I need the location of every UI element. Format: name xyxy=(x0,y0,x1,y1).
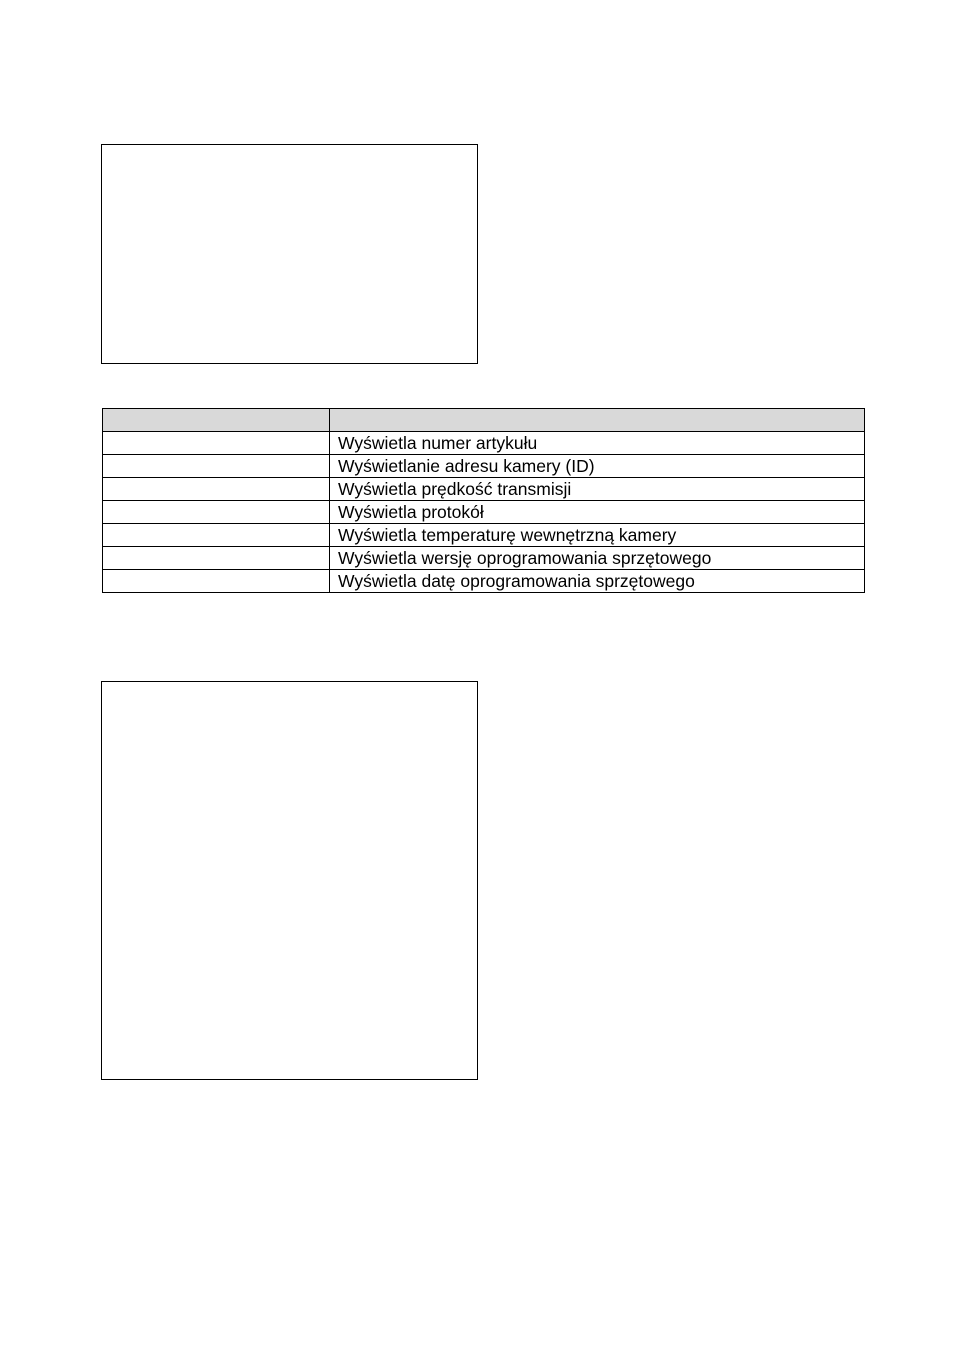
table-row xyxy=(103,547,865,570)
description-cell: Wyświetla wersję oprogramowania sprzętowego xyxy=(330,547,865,570)
table-row xyxy=(103,501,865,524)
item-cell xyxy=(103,570,330,593)
item-cell xyxy=(103,547,330,570)
table-row xyxy=(103,524,865,547)
item-cell xyxy=(103,478,330,501)
header-cell-description xyxy=(330,409,865,432)
item-cell xyxy=(103,501,330,524)
info-table xyxy=(102,408,865,593)
item-cell xyxy=(103,524,330,547)
table-header-row xyxy=(103,409,865,432)
description-cell: Wyświetla prędkość transmisji xyxy=(330,478,865,501)
description-cell: Wyświetla temperaturę wewnętrzną kamery xyxy=(330,524,865,547)
description-cell: Wyświetla protokół xyxy=(330,501,865,524)
item-cell xyxy=(103,455,330,478)
item-cell xyxy=(103,432,330,455)
osd-screen-box-top xyxy=(101,144,478,364)
header-cell-item xyxy=(103,409,330,432)
description-cell: Wyświetla datę oprogramowania sprzętowego xyxy=(330,570,865,593)
description-cell: Wyświetla numer artykułu xyxy=(330,432,865,455)
table-row xyxy=(103,455,865,478)
osd-screen-box-bottom xyxy=(101,681,478,1080)
table-row xyxy=(103,478,865,501)
table-row xyxy=(103,432,865,455)
description-cell: Wyświetlanie adresu kamery (ID) xyxy=(330,455,865,478)
table-row xyxy=(103,570,865,593)
